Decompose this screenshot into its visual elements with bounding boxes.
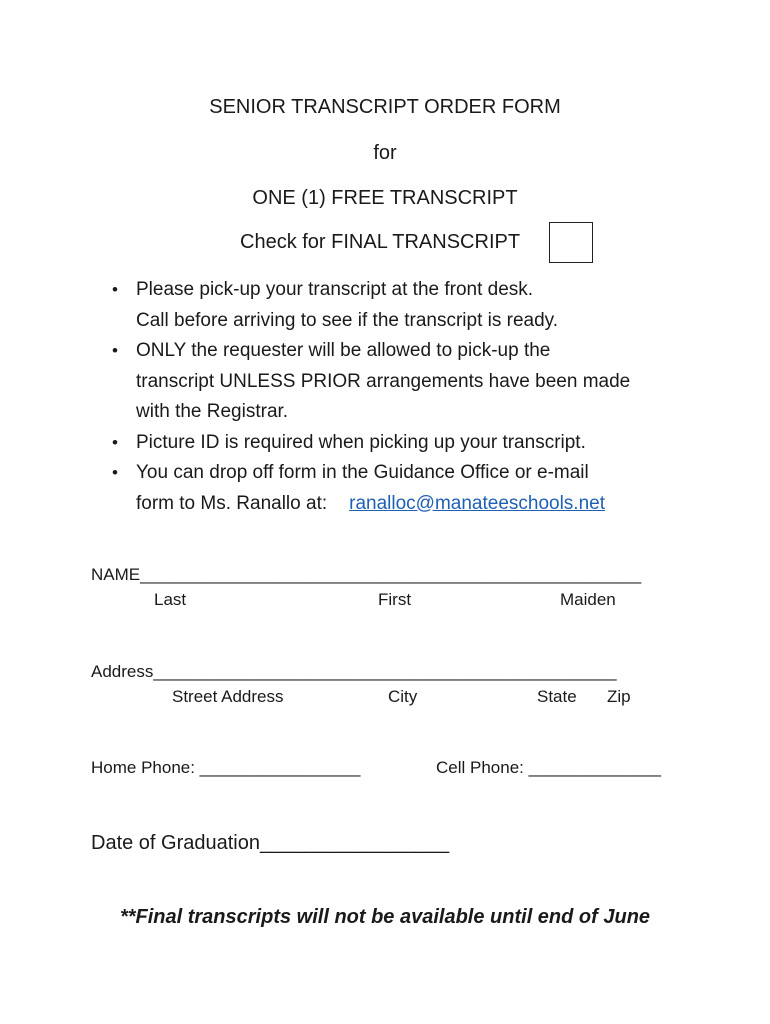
- list-item-text: Please pick-up your transcript at the front desk.: [136, 279, 534, 300]
- address-city-label: City: [388, 687, 418, 706]
- address-field[interactable]: Address_________________________________________________: [91, 662, 617, 681]
- list-item: [108, 336, 688, 428]
- bullet-icon: •: [112, 280, 118, 299]
- address-street-label: Street Address: [172, 687, 284, 706]
- address-zip-label: Zip: [607, 687, 631, 706]
- list-item-text: ONLY the requester will be allowed to pick-up the: [136, 340, 551, 361]
- list-item-text: Call before arriving to see if the transcript is ready.: [136, 309, 559, 331]
- list-item: [108, 428, 688, 459]
- bullet-icon: •: [112, 432, 118, 452]
- list-item-line: [136, 489, 688, 520]
- cell-phone-field[interactable]: Cell Phone: ______________: [436, 758, 661, 777]
- list-item-text: form to Ms. Ranallo at:: [136, 492, 328, 514]
- final-transcript-note: **Final transcripts will not be available until end of June: [119, 906, 651, 928]
- list-item: [108, 275, 688, 336]
- registrar-email-link[interactable]: ranalloc@manateeschools.net: [349, 492, 606, 514]
- name-last-label: Last: [154, 590, 187, 609]
- list-item-text: with the Registrar.: [136, 401, 289, 422]
- final-transcript-row: [0, 222, 770, 266]
- form-subtitle: ONE (1) FREE TRANSCRIPT: [252, 187, 518, 209]
- list-item: [108, 458, 688, 519]
- name-maiden-label: Maiden: [560, 590, 616, 609]
- bullet-icon: •: [112, 463, 118, 482]
- home-phone-field[interactable]: Home Phone: _________________: [91, 758, 361, 777]
- list-item-text: Picture ID is required when picking up your transcript.: [136, 431, 586, 453]
- list-item-text: You can drop off form in the Guidance Office or e-mail: [136, 462, 589, 483]
- name-first-label: First: [378, 590, 412, 609]
- form-for-line: for: [373, 142, 397, 164]
- final-transcript-checkbox[interactable]: [549, 222, 593, 263]
- form-title: SENIOR TRANSCRIPT ORDER FORM: [209, 96, 561, 118]
- bullet-icon: •: [112, 341, 118, 360]
- address-state-label: State: [537, 687, 577, 706]
- graduation-date-field[interactable]: Date of Graduation_________________: [91, 832, 450, 854]
- instructions-list: [108, 275, 688, 519]
- final-transcript-label: Check for FINAL TRANSCRIPT: [240, 231, 521, 253]
- list-item-text: transcript UNLESS PRIOR arrangements have been made: [136, 370, 631, 392]
- name-field[interactable]: NAME_____________________________________________________: [91, 565, 642, 584]
